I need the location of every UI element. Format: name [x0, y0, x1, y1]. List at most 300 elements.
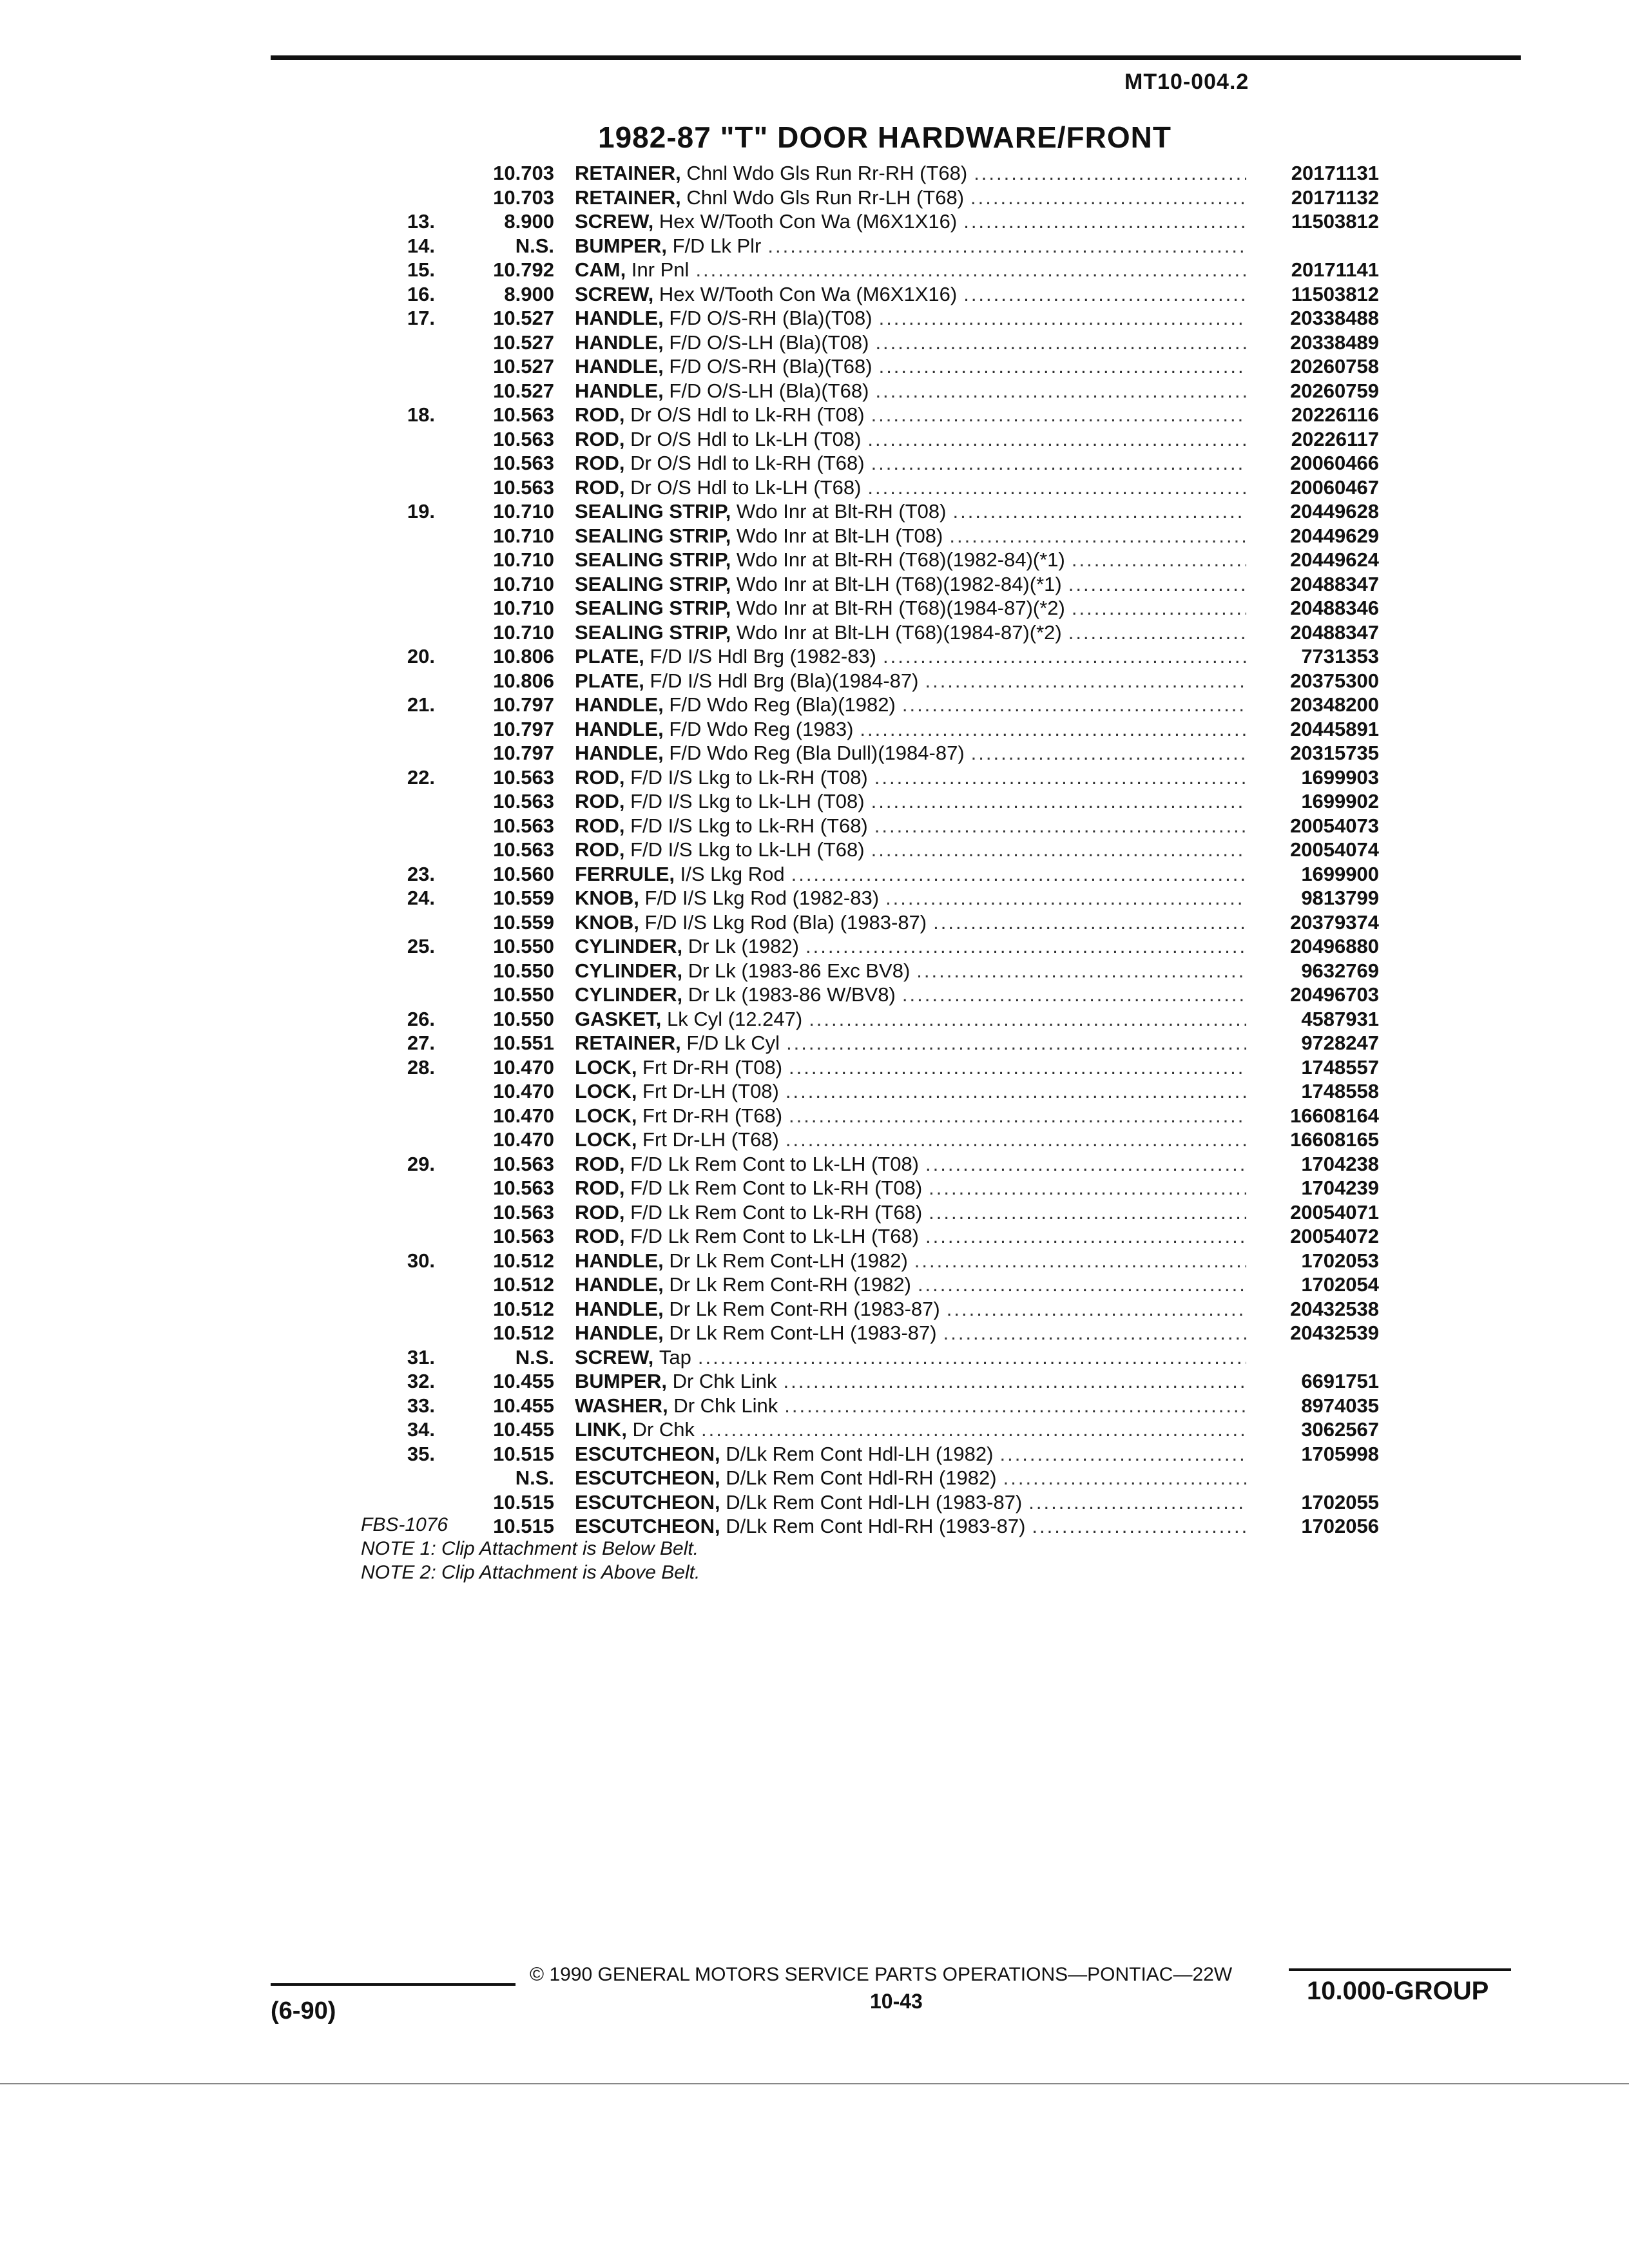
part-name: FERRULE,	[575, 862, 675, 885]
part-description	[575, 862, 1246, 887]
part-name: SEALING STRIP,	[575, 597, 731, 619]
part-row	[361, 476, 1379, 500]
part-row	[361, 983, 1379, 1007]
part-name: SCREW,	[575, 1345, 654, 1369]
part-number: 20338488	[1290, 307, 1379, 329]
ref-number: 18.	[407, 403, 435, 426]
copyright-line: © 1990 GENERAL MOTORS SERVICE PARTS OPERATIONS—PONTIAC—22W	[530, 1964, 1233, 1985]
part-detail: Wdo Inr at Blt-RH (T68)(1984-87)(*2)	[731, 597, 1065, 619]
part-number: 20445891	[1290, 717, 1379, 740]
dot-leader	[918, 669, 1246, 693]
part-name: RETAINER,	[575, 1032, 681, 1054]
part-description	[575, 1321, 1246, 1345]
ref-number: 28.	[407, 1055, 435, 1079]
part-number: 20432538	[1290, 1297, 1379, 1320]
part-number: 20348200	[1290, 693, 1379, 716]
group-number: 10.455	[493, 1418, 554, 1441]
part-description	[575, 765, 1246, 790]
group-number: 10.710	[493, 500, 554, 523]
part-row	[361, 1273, 1379, 1297]
group-number: 10.703	[493, 186, 554, 209]
part-detail: Frt Dr-RH (T08)	[637, 1055, 783, 1079]
dot-leader	[967, 161, 1246, 186]
part-detail: I/S Lkg Rod	[675, 862, 785, 885]
dot-leader	[876, 644, 1246, 669]
part-description	[575, 1490, 1246, 1515]
part-number: 20488346	[1290, 597, 1379, 619]
group-number: 10.710	[493, 524, 554, 547]
part-number: 1699902	[1301, 790, 1379, 812]
part-number: 20060466	[1290, 452, 1379, 474]
group-number: 10.559	[493, 910, 554, 934]
dot-leader	[1062, 572, 1246, 597]
part-number: 1748557	[1301, 1055, 1379, 1079]
part-row	[361, 1418, 1379, 1442]
dot-leader	[761, 234, 1246, 258]
group-number: 8.900	[504, 282, 554, 305]
group-number: 10.563	[493, 452, 554, 474]
part-detail: F/D Lk Rem Cont to Lk-RH (T68)	[624, 1200, 923, 1224]
part-description	[575, 1345, 1246, 1370]
part-row	[361, 572, 1379, 597]
dot-leader	[869, 379, 1246, 403]
part-detail: F/D Lk Rem Cont to Lk-LH (T08)	[624, 1152, 920, 1175]
part-description	[575, 1007, 1246, 1032]
part-detail: Frt Dr-RH (T68)	[637, 1104, 783, 1127]
fbs-code: FBS-1076	[361, 1514, 448, 1535]
part-name: BUMPER,	[575, 234, 667, 257]
part-row	[361, 1394, 1379, 1418]
part-description	[575, 1224, 1246, 1249]
ref-number: 26.	[407, 1007, 435, 1030]
group-number: 10.527	[493, 379, 554, 402]
part-number: 4587931	[1301, 1007, 1379, 1030]
part-row	[361, 838, 1379, 862]
part-row	[361, 1200, 1379, 1225]
part-name: HANDLE,	[575, 355, 664, 378]
part-number: 20171141	[1291, 258, 1379, 281]
dot-leader	[908, 1249, 1246, 1273]
part-row	[361, 209, 1379, 234]
part-number: 7731353	[1301, 645, 1379, 668]
ref-number: 34.	[407, 1418, 435, 1441]
part-row	[361, 620, 1379, 645]
part-number: 9813799	[1301, 887, 1379, 909]
dot-leader	[922, 1176, 1246, 1200]
part-name: ROD,	[575, 1200, 625, 1224]
notes-block	[361, 1513, 700, 1584]
part-row	[361, 379, 1379, 403]
part-description	[575, 1442, 1246, 1466]
part-row	[361, 524, 1379, 548]
part-number: 20260758	[1290, 355, 1379, 378]
part-description	[575, 1079, 1246, 1104]
part-detail: F/D I/S Lkg to Lk-RH (T68)	[624, 814, 868, 837]
dot-leader	[940, 1297, 1246, 1321]
group-number: N.S.	[515, 1466, 554, 1489]
part-name: PLATE,	[575, 645, 644, 668]
part-detail: D/Lk Rem Cont Hdl-RH (1983-87)	[720, 1515, 1026, 1537]
part-name: ESCUTCHEON,	[575, 1515, 720, 1537]
part-number: 20171132	[1291, 186, 1379, 209]
dot-leader	[927, 910, 1246, 935]
part-row	[361, 910, 1379, 935]
part-description	[575, 596, 1246, 620]
group-number: 10.515	[493, 1490, 554, 1514]
ref-number: 22.	[407, 765, 435, 789]
part-name: LOCK,	[575, 1055, 637, 1079]
ref-number: 35.	[407, 1442, 435, 1465]
part-name: SEALING STRIP,	[575, 500, 731, 523]
part-detail: F/D I/S Lkg Rod (Bla) (1983-87)	[639, 910, 927, 934]
part-number: 1702056	[1301, 1515, 1379, 1537]
dot-leader	[689, 258, 1246, 282]
part-row	[361, 1321, 1379, 1345]
part-detail: Dr O/S Hdl to Lk-LH (T68)	[624, 476, 862, 499]
part-name: HANDLE,	[575, 693, 664, 716]
part-number: 20449624	[1290, 548, 1379, 571]
dot-leader	[853, 717, 1246, 742]
dot-leader	[896, 693, 1246, 717]
part-row	[361, 1104, 1379, 1128]
dot-leader	[861, 476, 1246, 500]
part-detail: F/D O/S-LH (Bla)(T08)	[663, 331, 869, 354]
part-name: HANDLE,	[575, 379, 664, 402]
part-name: GASKET,	[575, 1007, 662, 1030]
part-detail: F/D Lk Plr	[666, 234, 762, 257]
part-number: 1702055	[1301, 1490, 1379, 1514]
part-description	[575, 1249, 1246, 1273]
group-number: 10.710	[493, 572, 554, 595]
page-number: 10-43	[870, 1990, 923, 2013]
part-description	[575, 1104, 1246, 1128]
ref-number: 16.	[407, 282, 435, 305]
part-name: SEALING STRIP,	[575, 620, 731, 644]
part-row	[361, 717, 1379, 742]
part-name: LOCK,	[575, 1128, 637, 1151]
dot-leader	[695, 1418, 1246, 1442]
part-name: SEALING STRIP,	[575, 548, 731, 571]
dot-leader	[868, 814, 1246, 838]
part-number: 20054072	[1290, 1225, 1379, 1247]
part-row	[361, 1369, 1379, 1394]
part-description	[575, 1152, 1246, 1177]
part-description	[575, 1369, 1246, 1394]
dot-leader	[868, 765, 1246, 790]
part-row	[361, 886, 1379, 910]
part-row	[361, 1031, 1379, 1055]
part-description	[575, 886, 1246, 910]
part-detail: F/D I/S Hdl Brg (1982-83)	[644, 645, 877, 668]
part-name: ROD,	[575, 1152, 625, 1175]
doc-number: MT10-004.2	[1124, 70, 1249, 94]
part-row	[361, 161, 1379, 186]
group-number: 10.470	[493, 1128, 554, 1151]
group-number: 10.797	[493, 693, 554, 716]
ref-number: 31.	[407, 1345, 435, 1369]
ref-number: 19.	[407, 500, 435, 523]
part-detail: Dr O/S Hdl to Lk-RH (T08)	[624, 403, 865, 426]
dot-leader	[964, 186, 1246, 210]
part-name: HANDLE,	[575, 1297, 664, 1320]
part-name: ROD,	[575, 790, 625, 812]
part-number: 20496703	[1290, 983, 1379, 1006]
part-description	[575, 306, 1246, 331]
part-description	[575, 789, 1246, 814]
dot-leader	[779, 1128, 1246, 1152]
group-number: 10.563	[493, 1225, 554, 1247]
part-row	[361, 282, 1379, 307]
part-detail: Wdo Inr at Blt-LH (T68)(1984-87)(*2)	[731, 620, 1062, 644]
dot-leader	[865, 789, 1246, 814]
dot-leader	[785, 862, 1246, 887]
dot-leader	[997, 1466, 1246, 1490]
part-detail: F/D I/S Lkg to Lk-LH (T08)	[624, 790, 865, 812]
group-number: 10.512	[493, 1297, 554, 1320]
part-description	[575, 1031, 1246, 1055]
part-row	[361, 1249, 1379, 1273]
dot-leader	[865, 451, 1246, 476]
part-description	[575, 1273, 1246, 1297]
part-description	[575, 910, 1246, 935]
part-number: 20315735	[1290, 742, 1379, 764]
part-detail: Dr Lk (1982)	[682, 935, 799, 957]
part-detail: D/Lk Rem Cont Hdl-LH (1983-87)	[720, 1490, 1023, 1514]
part-description	[575, 838, 1246, 862]
group-number: 10.527	[493, 355, 554, 378]
dot-leader	[957, 209, 1246, 234]
footer-rule-left	[271, 1983, 516, 1986]
part-row	[361, 741, 1379, 765]
part-description	[575, 476, 1246, 500]
part-row	[361, 306, 1379, 331]
part-row	[361, 1007, 1379, 1032]
part-detail: F/D O/S-RH (Bla)(T08)	[663, 307, 872, 329]
dot-leader	[1062, 620, 1246, 645]
part-detail: Dr Lk Rem Cont-LH (1982)	[663, 1249, 908, 1272]
part-row	[361, 451, 1379, 476]
part-description	[575, 620, 1246, 645]
revision-date: (6-90)	[271, 1997, 336, 2024]
dot-leader	[937, 1321, 1246, 1345]
group-number: 10.551	[493, 1032, 554, 1054]
part-description	[575, 644, 1246, 669]
part-detail: Dr Chk Link	[668, 1394, 778, 1417]
note-2: NOTE 2: Clip Attachment is Above Belt.	[361, 1562, 700, 1583]
dot-leader	[911, 1273, 1246, 1297]
dot-leader	[780, 1031, 1246, 1055]
ref-number: 27.	[407, 1032, 435, 1054]
part-detail: Wdo Inr at Blt-RH (T68)(1982-84)(*1)	[731, 548, 1065, 571]
part-description	[575, 669, 1246, 693]
group-number: 10.515	[493, 1442, 554, 1465]
dot-leader	[993, 1442, 1246, 1466]
part-detail: Tap	[653, 1345, 691, 1369]
part-name: ESCUTCHEON,	[575, 1442, 720, 1465]
part-detail: F/D Lk Rem Cont to Lk-RH (T08)	[624, 1177, 923, 1199]
part-row	[361, 1128, 1379, 1152]
group-number: 10.710	[493, 620, 554, 644]
part-number: 20060467	[1290, 476, 1379, 499]
part-name: HANDLE,	[575, 307, 664, 329]
part-description	[575, 282, 1246, 307]
part-row	[361, 1152, 1379, 1177]
part-detail: Chnl Wdo Gls Run Rr-LH (T68)	[680, 186, 965, 209]
dot-leader	[777, 1369, 1247, 1394]
part-detail: Dr O/S Hdl to Lk-LH (T08)	[624, 427, 862, 450]
dot-leader	[896, 983, 1246, 1007]
group-number: 10.455	[493, 1394, 554, 1417]
group-number: 10.563	[493, 814, 554, 837]
part-description	[575, 1200, 1246, 1225]
part-number: 1705998	[1301, 1442, 1379, 1465]
part-detail: Frt Dr-LH (T08)	[637, 1080, 779, 1102]
group-number: 10.550	[493, 983, 554, 1006]
part-number: 3062567	[1301, 1418, 1379, 1441]
dot-leader	[1022, 1490, 1246, 1515]
part-name: LINK,	[575, 1418, 627, 1441]
part-number: 20171131	[1291, 162, 1379, 184]
part-detail: Wdo Inr at Blt-LH (T08)	[731, 524, 943, 547]
part-row	[361, 186, 1379, 210]
group-number: 10.806	[493, 645, 554, 668]
part-name: ROD,	[575, 427, 625, 450]
part-row	[361, 862, 1379, 887]
part-detail: F/D Wdo Reg (1983)	[663, 717, 854, 740]
group-number: 10.470	[493, 1104, 554, 1127]
part-name: CAM,	[575, 258, 626, 281]
part-detail: F/D Lk Cyl	[680, 1032, 780, 1054]
dot-leader	[778, 1394, 1246, 1418]
part-description	[575, 234, 1246, 258]
ref-number: 32.	[407, 1370, 435, 1392]
part-description	[575, 934, 1246, 959]
part-number: 20449629	[1290, 524, 1379, 547]
ref-number: 20.	[407, 645, 435, 668]
part-name: ROD,	[575, 814, 625, 837]
dot-leader	[1025, 1514, 1246, 1539]
group-number: 10.563	[493, 1200, 554, 1224]
dot-leader	[861, 427, 1246, 452]
part-number: 16608164	[1290, 1104, 1379, 1127]
part-row	[361, 234, 1379, 258]
dot-leader	[779, 1079, 1246, 1104]
part-row	[361, 959, 1379, 983]
part-number: 1704238	[1301, 1152, 1379, 1175]
part-number: 20260759	[1290, 379, 1379, 402]
part-detail: Chnl Wdo Gls Run Rr-RH (T68)	[680, 162, 968, 184]
part-description	[575, 1055, 1246, 1080]
group-number: 10.512	[493, 1321, 554, 1344]
part-description	[575, 814, 1246, 838]
part-row	[361, 644, 1379, 669]
part-row	[361, 693, 1379, 717]
part-number: 11503812	[1291, 282, 1379, 305]
part-detail: Hex W/Tooth Con Wa (M6X1X16)	[653, 282, 958, 305]
part-row	[361, 427, 1379, 452]
part-detail: Hex W/Tooth Con Wa (M6X1X16)	[653, 210, 958, 233]
part-number: 1704239	[1301, 1177, 1379, 1199]
dot-leader	[872, 354, 1246, 379]
part-name: CYLINDER,	[575, 983, 683, 1006]
group-number: 10.563	[493, 838, 554, 861]
part-detail: D/Lk Rem Cont Hdl-RH (1982)	[720, 1466, 997, 1489]
dot-leader	[965, 741, 1246, 765]
part-name: HANDLE,	[575, 742, 664, 764]
part-name: HANDLE,	[575, 331, 664, 354]
part-detail: Wdo Inr at Blt-LH (T68)(1982-84)(*1)	[731, 572, 1062, 595]
group-number: 10.563	[493, 790, 554, 812]
part-name: ROD,	[575, 765, 625, 789]
part-description	[575, 451, 1246, 476]
part-number: 9728247	[1301, 1032, 1379, 1054]
part-name: CYLINDER,	[575, 935, 683, 957]
ref-number: 25.	[407, 935, 435, 957]
part-detail: Frt Dr-LH (T68)	[637, 1128, 779, 1151]
dot-leader	[922, 1200, 1246, 1225]
group-number: 10.563	[493, 1152, 554, 1175]
part-row	[361, 331, 1379, 355]
part-number: 16608165	[1290, 1128, 1379, 1151]
dot-leader	[802, 1007, 1246, 1032]
part-description	[575, 1394, 1246, 1418]
part-description	[575, 1128, 1246, 1152]
part-name: CYLINDER,	[575, 959, 683, 982]
part-name: HANDLE,	[575, 1321, 664, 1344]
group-number: 10.563	[493, 403, 554, 426]
ref-number: 29.	[407, 1152, 435, 1175]
part-description	[575, 258, 1246, 282]
part-number: 20496880	[1290, 935, 1379, 957]
group-number: 10.512	[493, 1249, 554, 1272]
group-number: 10.563	[493, 476, 554, 499]
part-name: KNOB,	[575, 910, 639, 934]
note-1: NOTE 1: Clip Attachment is Below Belt.	[361, 1538, 699, 1559]
part-description	[575, 548, 1246, 572]
part-row	[361, 1466, 1379, 1490]
part-row	[361, 403, 1379, 427]
part-description	[575, 959, 1246, 983]
part-description	[575, 1418, 1246, 1442]
part-name: HANDLE,	[575, 1273, 664, 1296]
group-number: 10.710	[493, 548, 554, 571]
part-description	[575, 983, 1246, 1007]
group-number: 10.563	[493, 765, 554, 789]
part-name: ROD,	[575, 476, 625, 499]
group-number: 10.512	[493, 1273, 554, 1296]
part-description	[575, 1176, 1246, 1200]
part-detail: Dr Lk (1983-86 Exc BV8)	[682, 959, 911, 982]
group-number: 10.797	[493, 717, 554, 740]
part-row	[361, 1176, 1379, 1200]
part-name: LOCK,	[575, 1104, 637, 1127]
dot-leader	[919, 1224, 1246, 1249]
group-number: 10.470	[493, 1055, 554, 1079]
part-row	[361, 354, 1379, 379]
part-number: 8974035	[1301, 1394, 1379, 1417]
parts-list	[361, 161, 1379, 1539]
part-number: 11503812	[1291, 210, 1379, 233]
part-number: 1748558	[1301, 1080, 1379, 1102]
part-number: 20488347	[1290, 620, 1379, 644]
ref-number: 17.	[407, 307, 435, 329]
part-name: ROD,	[575, 1177, 625, 1199]
part-detail: Inr Pnl	[626, 258, 689, 281]
part-detail: F/D I/S Lkg to Lk-LH (T68)	[624, 838, 865, 861]
part-detail: F/D O/S-LH (Bla)(T68)	[663, 379, 869, 402]
dot-leader	[865, 838, 1246, 862]
part-number: 1702054	[1301, 1273, 1379, 1296]
